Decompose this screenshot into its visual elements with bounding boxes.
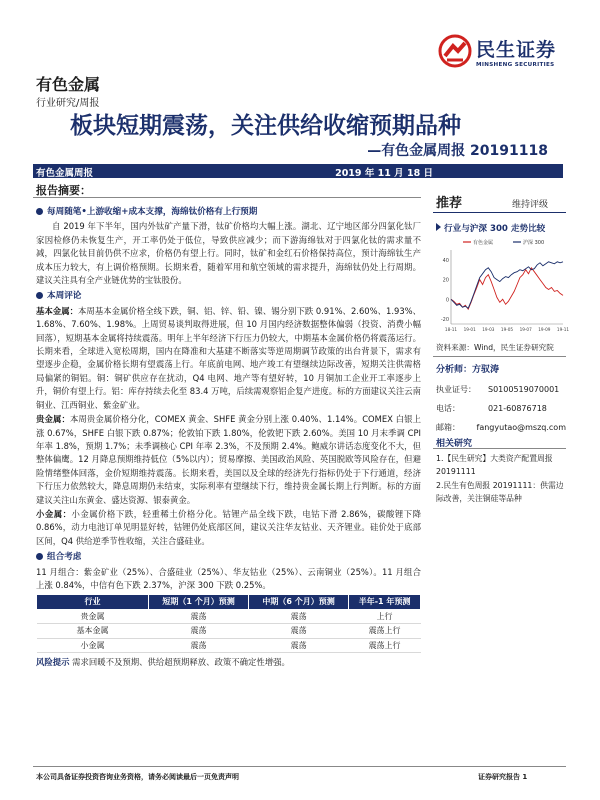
divider (433, 448, 566, 449)
document-type: 行业研究/周报 (36, 98, 100, 109)
footer-page: 证券研究报告 1 (478, 773, 528, 781)
info-row: 执业证号： S0100519070001 (436, 385, 560, 394)
x-tick-label: 18-11 (444, 327, 458, 332)
paragraph: 贵金属：本周贵金属价格分化，COMEX 黄金、SHFE 黄金分别上涨 0.40%、1.14%。COMEX 白银上涨 0.67%，SHFE 白银下跌 0.87%；伦敦铂下跌 1.80%，伦敦钯下跌 2.60%。美国 10 月末季调 CPI 年率 1.8%，预期 1.7%；未季调核心 CPI 年率 2.3%，不及预期 2.4%。鲍威尔讲话态度变化不大，但整体偏鹰。12 月降息预期维持低位（5%以内）；贸易摩擦、美国政治风险、英国脱欧等风险存在，但避险情绪整体回落，金价短期维持震荡。长期来看，美国以及全球的经济先行指标仍处于下行通道，经济下行压力依然较大，降息周期仍未结束，实际利率有望继续下行，维持贵金属长期上行判断。标的方面建议关注山东黄金、盛达资源、银泰黄金。 (36, 414, 421, 505)
chart-title: 行业与沪深 300 走势比较 (436, 222, 545, 234)
table-cell: 小金属 (37, 638, 149, 652)
minsheng-logo-icon (438, 34, 472, 68)
paragraph: 小金属：小金属价格下跌，轻重稀土价格分化。钴锂产品全线下跌，电钴下滑 2.86%，碳酸锂下降 0.86%，动力电池订单见明显好转，钴锂仍处底部区间，建议关注华友钴业、天齐锂业。硅价处于底部区间，Q4 供给逆季节性收缩，关注合盛硅业。 (36, 508, 422, 546)
table-header: 中期（6 个月）预测 (249, 595, 349, 609)
bullet-icon (36, 553, 43, 560)
forecast-table (36, 594, 421, 653)
y-tick-label: 20 (442, 277, 449, 284)
related-item[interactable]: 2.民生有色周报 20191111：供需边际改善，关注铜硅等品种 (436, 480, 564, 504)
footer-disclaimer: 本公司具备证券投资咨询业务资格，请务必阅读最后一页免责声明 (36, 773, 239, 781)
divider (433, 356, 566, 357)
sector-label: 有色金属 (36, 75, 101, 94)
x-tick-label: 19-09 (538, 327, 551, 332)
rating-label: 维持评级 (512, 200, 549, 210)
x-tick-label: 19-05 (500, 327, 514, 332)
page-subtitle: —有色金属周报 20191118 (367, 143, 548, 159)
info-row: 邮箱： fangyutao@mszq.com (436, 418, 566, 437)
bullet-icon (36, 292, 43, 299)
table-row (37, 624, 421, 638)
risk-label: 风险提示 (36, 657, 70, 667)
paragraph: 自 2019 年下半年，国内外钛矿产量下滑，钛矿价格均大幅上涨。湖北、辽宁地区部分四氯化钛厂家因检修仍未恢复生产，开工率仍处于低位，导致供应减少；而下游海绵钛对于四氯化钛的需求量不减，四氯化钛目前仍供不应求，价格仍有望上行。同时，钛矿和金红石价格保持高位，预计海绵钛生产成本压力较大，有上调价格预期。长期来看，随着军用和航空领域的需求提升，海绵钛仍处上行周期。建议关注具有全产业链优势的宝钛股份。 (36, 221, 421, 286)
divider (33, 197, 421, 198)
paragraph: 11 月组合：紫金矿业（25%）、合盛硅业（25%）、华友钴业（25%）、云南铜业（25%）。11 月组合上涨 0.84%，中信有色下跌 2.37%，沪深 300 下跌 0.25%。 (36, 566, 421, 590)
section-title: 每周随笔•上游收缩+成本支撑，海绵钛价格有上行预期 (36, 206, 421, 219)
table-cell: 震荡 (149, 638, 249, 652)
series-line (451, 268, 563, 309)
table-cell: 震荡 (249, 638, 349, 652)
analyst-info (436, 380, 566, 437)
x-tick-label: 19-03 (482, 327, 495, 332)
x-tick-label: 19-11 (556, 327, 570, 332)
risk-text: 需求回暖不及预期、供给超预期释放、政策不确定性增强。 (72, 657, 290, 667)
y-tick-label: 0 (445, 297, 449, 304)
legend-label: 沪深 300 (523, 240, 545, 246)
brand-name-en: MINSHENG SECURITIES (476, 61, 555, 68)
table-cell: 贵金属 (37, 609, 149, 623)
recommendation-label: 推荐 (436, 196, 463, 211)
summary-body (36, 203, 421, 669)
related-research-list (436, 452, 566, 506)
triangle-icon (436, 223, 441, 231)
table-cell: 震荡上行 (349, 638, 421, 652)
section-title: 本周评论 (36, 290, 421, 303)
table-header: 行业 (37, 595, 149, 609)
table-row (37, 609, 421, 623)
risk-note (36, 656, 421, 669)
y-tick-label: 40 (442, 257, 449, 264)
brand-name-cn: 民生证券 (476, 38, 557, 61)
brand-logo-block (438, 34, 556, 68)
table-cell: 震荡 (249, 624, 349, 638)
page-title: 板块短期震荡，关注供给收缩预期品种 (70, 113, 461, 139)
header-band (33, 164, 563, 178)
paragraph: 基本金属：本周基本金属价格全线下跌，铜、铝、锌、铅、镍、锡分别下跌 0.91%、2.60%、1.93%、1.68%、7.60%、1.98%。上周贸易谈判取得进展，但 10 月国内经济数据整体偏弱（投资、消费小幅回落），短期基本金属将持续震荡。明年上半年经济下行压力仍较大，中期基本金属价格仍将震荡运行。长期来看，全球进入宽松周期，国内在降准和大基建不断落实等逆周期调节政策的出台背景下，需求有望逐步企稳，金属价格长期有望震荡上行。年底前电网、地产竣工有望继续边际改善，短期关注供需格局偏紧的铜铝。铜：铜矿供应存在扰动，Q4 电网、地产等有望好转，10 月铜加工企业开工率逐步上升，铜价有望上行。铝：库存持续去化至 83.4 万吨，后续需观察铝企复产进度。标的方面建议关注云南铜业、江西铜业、紫金矿业。 (36, 305, 422, 410)
legend-label: 有色金属 (473, 240, 494, 246)
table-cell: 震荡 (149, 609, 249, 623)
table-header: 短期（1 个月）预测 (149, 595, 249, 609)
table-cell: 震荡上行 (349, 624, 421, 638)
table-row (37, 638, 421, 652)
band-left-label: 有色金属周报 (36, 168, 94, 179)
bullet-icon (36, 208, 43, 215)
divider (433, 212, 566, 213)
series-line (451, 262, 563, 308)
chart-source: 资料来源：Wind，民生证券研究院 (436, 343, 554, 352)
analyst-title: 分析师：方驭涛 (436, 365, 500, 375)
related-research-title: 相关研究 (436, 439, 473, 449)
report-date: 2019 年 11 月 18 日 (335, 168, 433, 179)
table-cell: 基本金属 (37, 624, 149, 638)
related-item[interactable]: 1.【民生研究】大类资产配置周报 20191111 (436, 454, 553, 477)
table-cell: 震荡 (149, 624, 249, 638)
summary-heading: 报告摘要： (36, 184, 91, 197)
divider (33, 766, 566, 767)
email-link[interactable]: fangyutao@mszq.com (476, 423, 566, 432)
table-cell: 上行 (349, 609, 421, 623)
table-cell: 震荡 (249, 609, 349, 623)
info-row: 电话： 021-60876718 (436, 404, 547, 413)
section-title: 组合考虑 (36, 551, 421, 564)
x-tick-label: 19-07 (519, 327, 532, 332)
trend-chart (433, 234, 570, 340)
table-header: 半年-1 年预测 (349, 595, 421, 609)
y-tick-label: -20 (440, 317, 449, 324)
x-tick-label: 19-01 (463, 327, 476, 332)
